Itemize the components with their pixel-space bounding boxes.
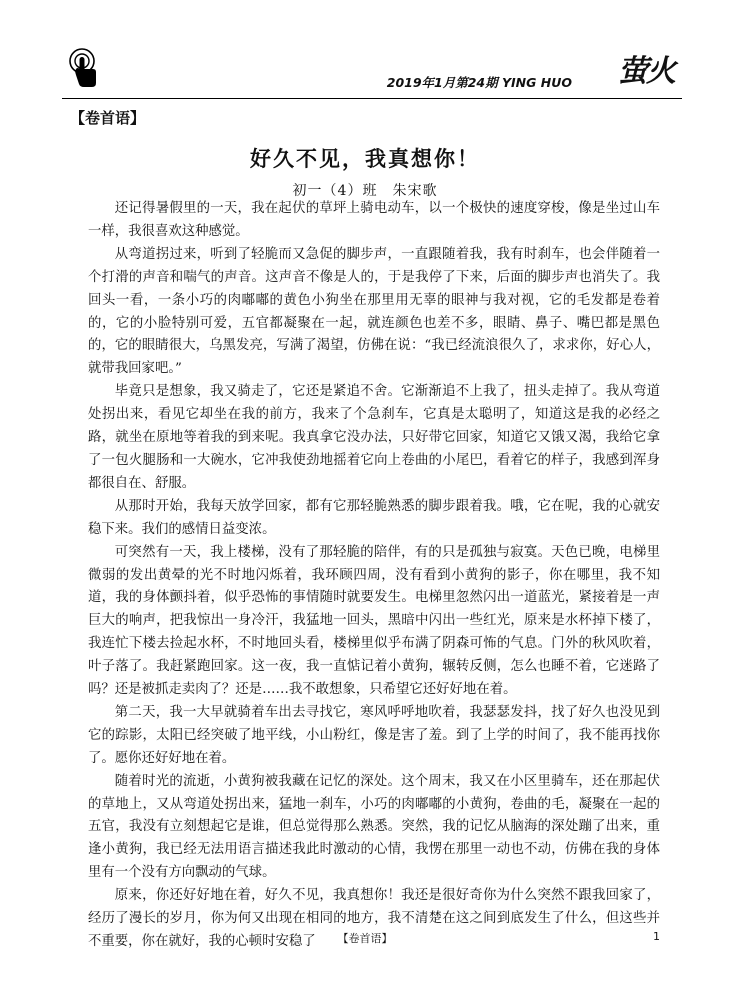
page-header: [62, 40, 682, 98]
article-author: 初一（4）班 朱宋歌: [292, 183, 438, 199]
footer-label: 【卷首语】: [337, 932, 393, 945]
brand-logo: 萤火: [618, 54, 674, 89]
article-body: [88, 198, 660, 954]
paragraph: 可突然有一天，我上楼梯，没有了那轻脆的陪伴，有的只是孤独与寂寞。天色已晚，电梯里微弱的发出黄晕的光不时地闪烁着，我环顾四周，没有看到小黄狗的影子，你在哪里，我不知道，我的身体颤抖着，似乎恐怖的事情随时就要发生。电梯里忽然闪出一道蓝光，紧接着是一声巨大的响声，把我惊出一身冷汗，我猛地一回头，黑暗中闪出一些红光，原来是水杯掉下楼了，我连忙下楼去捡起水杯，不时地回头看，楼梯里似乎布满了阴森可怖的气息。门外的秋风吹着，叶子落了。我赶紧跑回家。这一夜，我一直惦记着小黄狗，辗转反侧，怎么也睡不着，它迷路了吗？还是被抓走卖肉了？还是……我不敢想象，只希望它还好好地在着。: [88, 544, 660, 698]
page-number: 1: [653, 930, 660, 943]
paragraph: 从弯道拐过来，听到了轻脆而又急促的脚步声，一直跟随着我，我有时刹车，也会伴随着一个打滑的声音和喘气的声音。这声音不像是人的，于是我停了下来，后面的脚步声也消失了。我回头一看，一条小巧的肉嘟嘟的黄色小狗坐在那里用无辜的眼神与我对视，它的毛发都是卷着的，它的小脸特别可爱，五官都凝聚在一起，就连颜色也差不多，眼睛、鼻子、嘴巴都是黑色的，它的眼睛很大，乌黑发亮，写满了渴望，仿佛在说：“我已经流浪很久了，求求你，好心人，就带我回家吧。”: [88, 246, 660, 377]
paragraph: 第二天，我一大早就骑着车出去寻找它，寒风呼呼地吹着，我瑟瑟发抖，找了好久也没见到它的踪影，太阳已经突破了地平线，小山粉红，像是害了羞。到了上学的时间了，我不能再找你了。愿你还好好地在着。: [88, 704, 660, 766]
article-title: 好久不见，我真想你！: [250, 146, 480, 171]
issue-info: 2019年1月第24期 YING HUO: [386, 75, 572, 90]
paragraph: 随着时光的流逝，小黄狗被我藏在记忆的深处。这个周末，我又在小区里骑车，还在那起伏的草地上，又从弯道处拐出来，猛地一刹车，小巧的肉嘟嘟的小黄狗，卷曲的毛，凝聚在一起的五官，我没有立刻想起它是谁，但总觉得那么熟悉。突然，我的记忆从脑海的深处蹦了出来，重逢小黄狗，我已经无法用语言描述我此时激动的心情，我愣在那里一动也不动，仿佛在我的身体里有一个没有方向飘动的气球。: [88, 773, 660, 881]
paragraph: 从那时开始，我每天放学回家，都有它那轻脆熟悉的脚步跟着我。哦，它在呢，我的心就安稳下来。我们的感情日益变浓。: [88, 498, 660, 537]
header-rule: [62, 98, 682, 99]
column-tag: 【卷首语】: [70, 109, 146, 127]
paragraph: 毕竟只是想象，我又骑走了，它还是紧追不舍。它渐渐追不上我了，扭头走掉了。我从弯道处拐出来，看见它却坐在我的前方，我来了个急刹车，它真是太聪明了，知道这是我的必经之路，就坐在原地等着我的到来呢。我真拿它没办法，只好带它回家，知道它又饿又渴，我给它拿了一包火腿肠和一大碗水，它冲我使劲地摇着它向上卷曲的小尾巴，看着它的样子，我感到浑身都很自在、舒服。: [88, 384, 660, 491]
paragraph: 还记得暑假里的一天，我在起伏的草坪上骑电动车，以一个极快的速度穿梭，像是坐过山车一样，我很喜欢这种感觉。: [88, 201, 660, 239]
paragraph: 原来，你还好好地在着，好久不见，我真想你！我还是很好奇你为什么突然不跟我回家了，经历了漫长的岁月，你为何又出现在相同的地方，我不清楚在这之间到底发生了什么，但这些并不重要，你在就好，我的心顿时安稳了: [88, 888, 660, 949]
